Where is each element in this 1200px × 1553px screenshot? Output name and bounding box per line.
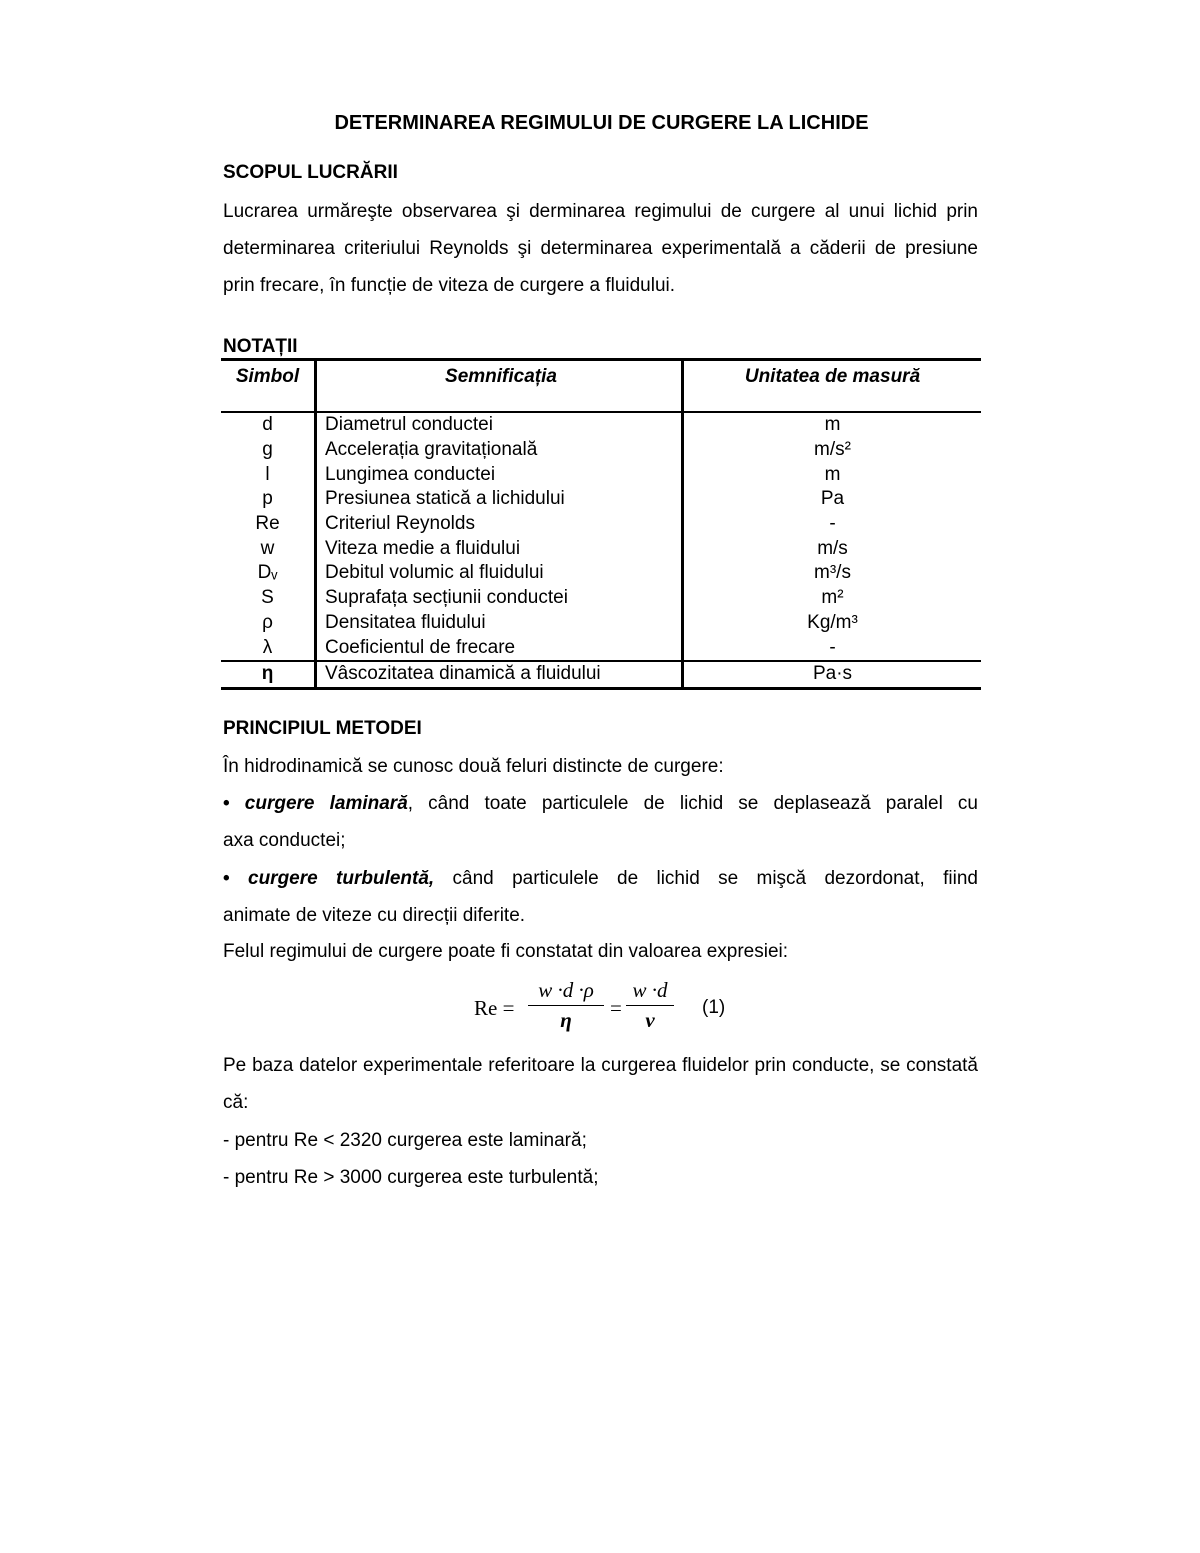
unit-cell: Kg/m³ (807, 611, 858, 633)
unit-cell: - (829, 513, 836, 535)
formula-lhs: Re = (474, 996, 515, 1020)
unit-column-header: Unitatea de masură (744, 366, 921, 387)
table-row (221, 635, 981, 661)
table-row (221, 487, 981, 512)
turbulent-condition: - pentru Re > 3000 curgerea este turbulentă; (223, 1167, 599, 1188)
meaning-cell: Presiunea statică a lichidului (316, 487, 683, 512)
meaning-cell: Densitatea fluidului (316, 611, 683, 636)
meaning-cell: Criteriul Reynolds (316, 512, 683, 537)
notations-table (221, 358, 981, 690)
meaning-cell: Lungimea conductei (316, 462, 683, 487)
laminar-bullet: • curgere laminară, când toate particulele de lichid se deplasează paralel cu (223, 793, 978, 814)
table-row (221, 661, 981, 688)
meaning-cell: Vâscozitatea dinamică a fluidului (316, 661, 683, 688)
unit-cell: m/s² (814, 439, 851, 461)
unit-cell: Pa (820, 488, 845, 510)
meaning-cell: Coeficientul de frecare (316, 635, 683, 661)
symbol-cell: p (221, 487, 316, 512)
symbol-cell: Dᵥ (221, 561, 316, 586)
fraction-1 (528, 978, 604, 1032)
symbol-cell: λ (221, 635, 316, 661)
meaning-cell: Viteza medie a fluidului (316, 536, 683, 561)
fraction-2-denominator: ν (645, 1008, 655, 1032)
symbol-cell: ρ (221, 611, 316, 636)
formula-equals: = (610, 996, 622, 1020)
table-row (221, 586, 981, 611)
turbulent-text-continued: animate de viteze cu direcții diferite. (223, 905, 526, 926)
principle-heading: PRINCIPIUL METODEI (223, 718, 422, 739)
table-row (221, 512, 981, 537)
unit-cell: m (824, 463, 841, 485)
equation-number: (1) (702, 997, 726, 1018)
scope-heading: SCOPUL LUCRĂRII (223, 162, 398, 183)
meaning-column-header: Semnificația (316, 360, 683, 413)
symbol-cell: Re (221, 512, 316, 537)
table-row (221, 412, 981, 438)
laminar-text: , când toate particulele de lichid se deplasează paralel cu (407, 793, 978, 814)
symbol-cell: d (221, 412, 316, 438)
symbol-cell: l (221, 462, 316, 487)
turbulent-term: curgere turbulentă, (248, 868, 435, 889)
turbulent-bullet: • curgere turbulentă, când particulele de lichid se mişcă dezordonat, fiind (223, 868, 978, 889)
turbulent-text: când particulele de lichid se mişcă dezordonat, fiind (434, 868, 978, 889)
meaning-cell: Debitul volumic al fluidului (316, 561, 683, 586)
meaning-cell: Suprafața secțiunii conductei (316, 586, 683, 611)
symbol-cell: w (221, 536, 316, 561)
table-row (221, 462, 981, 487)
table-row (221, 611, 981, 636)
symbol-cell: g (221, 438, 316, 463)
table-row (221, 561, 981, 586)
meaning-cell: Accelerația gravitațională (316, 438, 683, 463)
table-row (221, 438, 981, 463)
conclusion-paragraph: Pe baza datelor experimentale referitoare la curgerea fluidelor prin conducte, se constată că: (223, 1055, 978, 1113)
laminar-condition: - pentru Re < 2320 curgerea este laminară; (223, 1130, 587, 1151)
fraction-1-numerator: w ·d ·ρ (528, 978, 604, 1006)
unit-cell: m/s (817, 537, 848, 559)
table-header-row (221, 360, 981, 413)
document-title: DETERMINAREA REGIMULUI DE CURGERE LA LICHIDE (334, 112, 869, 134)
unit-cell: - (829, 636, 836, 658)
fraction-1-denominator: η (560, 1008, 572, 1032)
unit-cell: m³/s (814, 562, 851, 584)
expression-intro: Felul regimului de curgere poate fi constatat din valoarea expresiei: (223, 941, 789, 962)
laminar-term: curgere laminară (244, 793, 408, 814)
fraction-2-numerator: w ·d (626, 978, 674, 1006)
symbol-cell: S (221, 586, 316, 611)
unit-cell: m² (821, 587, 844, 609)
unit-cell: m (824, 414, 841, 436)
unit-cell: Pa·s (812, 663, 853, 685)
meaning-cell: Diametrul conductei (316, 412, 683, 438)
laminar-text-continued: axa conductei; (223, 830, 346, 851)
table-row (221, 536, 981, 561)
symbol-cell: η (221, 661, 316, 688)
principle-intro: În hidrodinamică se cunosc două feluri distincte de curgere: (223, 756, 724, 777)
scope-paragraph: Lucrarea urmăreşte observarea şi derminarea regimului de curgere al unui lichid prin determinarea criteriului Reynolds şi determinarea experimentală a căderii de presiune prin frecare, în funcție de viteza de curgere a fluidului. (223, 201, 978, 296)
notations-heading: NOTAȚII (223, 336, 298, 357)
fraction-2 (626, 978, 674, 1032)
symbol-column-header: Simbol (221, 360, 316, 413)
